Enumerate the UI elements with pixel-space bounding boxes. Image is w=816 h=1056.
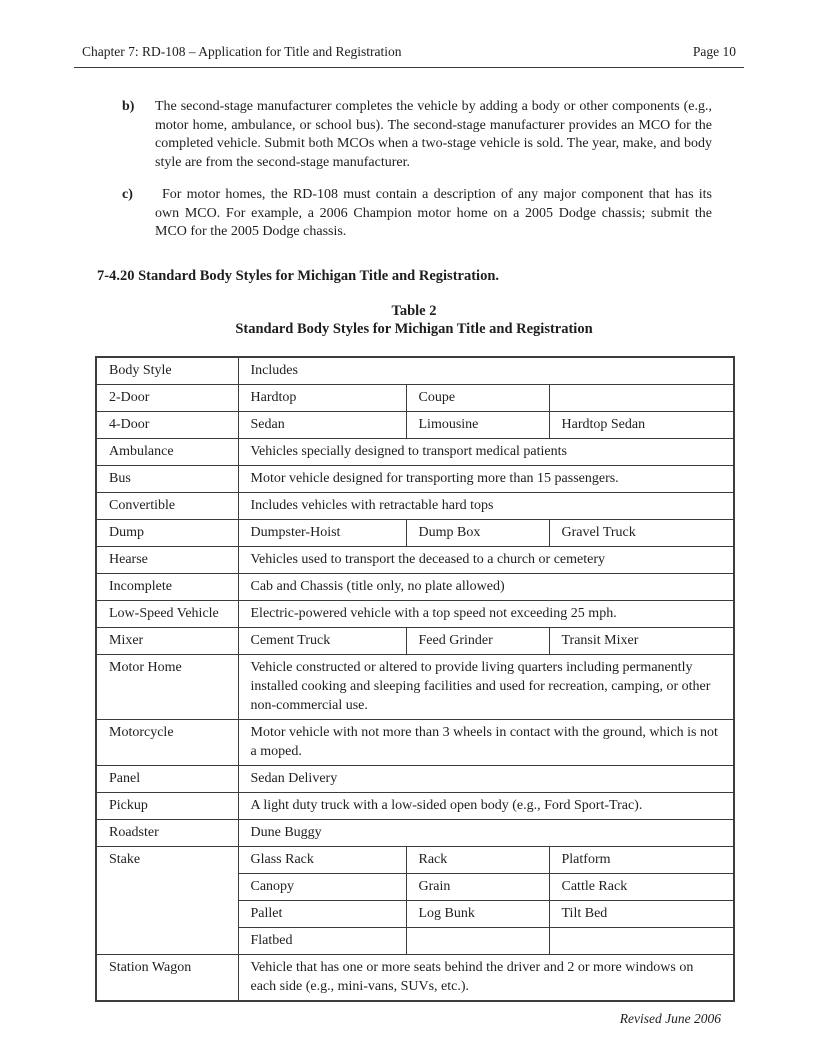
body-style-cell: Motorcycle — [96, 719, 238, 765]
table-row — [96, 846, 734, 873]
includes-cell: Rack — [406, 846, 549, 873]
table-row — [96, 954, 734, 1001]
includes-cell: Transit Mixer — [549, 627, 734, 654]
body-style-cell: Stake — [96, 846, 238, 954]
table-body — [96, 384, 734, 1001]
includes-description-cell: Vehicles used to transport the deceased to a church or cemetery — [238, 546, 734, 573]
table-row — [96, 492, 734, 519]
includes-description-cell: Dune Buggy — [238, 819, 734, 846]
table-row — [96, 465, 734, 492]
includes-cell: Tilt Bed — [549, 900, 734, 927]
includes-cell — [549, 384, 734, 411]
includes-cell: Hardtop — [238, 384, 406, 411]
table-row — [96, 411, 734, 438]
body-style-cell: Roadster — [96, 819, 238, 846]
body-style-cell: Bus — [96, 465, 238, 492]
table-row — [96, 546, 734, 573]
table-row — [96, 792, 734, 819]
includes-description-cell: Vehicle that has one or more seats behind the driver and 2 or more windows on each side (e.g., mini-vans, SUVs, etc.). — [238, 954, 734, 1001]
includes-description-cell: Electric-powered vehicle with a top speed not exceeding 25 mph. — [238, 600, 734, 627]
body-style-cell: Convertible — [96, 492, 238, 519]
body-style-cell: 2-Door — [96, 384, 238, 411]
table-row — [96, 819, 734, 846]
section-heading: 7-4.20 Standard Body Styles for Michigan Title and Registration. — [97, 267, 500, 284]
includes-cell — [549, 927, 734, 954]
includes-description-cell: Cab and Chassis (title only, no plate allowed) — [238, 573, 734, 600]
body-style-cell: Incomplete — [96, 573, 238, 600]
table-caption-line1: Table 2 — [391, 302, 437, 319]
body-style-cell: Hearse — [96, 546, 238, 573]
body-style-cell: Motor Home — [96, 654, 238, 719]
includes-description-cell: Sedan Delivery — [238, 765, 734, 792]
includes-description-cell: Motor vehicle designed for transporting more than 15 passengers. — [238, 465, 734, 492]
includes-description-cell: Includes vehicles with retractable hard tops — [238, 492, 734, 519]
table-row — [96, 384, 734, 411]
list-item-c-text: For motor homes, the RD-108 must contain a description of any major component that has its own MCO. For example, a 2006 Champion motor home on a 2005 Dodge chassis; submit the MCO for the 2005 Dodge chassis. — [155, 187, 712, 239]
includes-cell: Cattle Rack — [549, 873, 734, 900]
includes-cell: Hardtop Sedan — [549, 411, 734, 438]
includes-cell: Limousine — [406, 411, 549, 438]
running-header — [74, 44, 744, 68]
includes-cell: Feed Grinder — [406, 627, 549, 654]
table-row — [96, 573, 734, 600]
includes-cell: Dump Box — [406, 519, 549, 546]
includes-cell: Platform — [549, 846, 734, 873]
table-row — [96, 719, 734, 765]
list-item-c — [95, 186, 733, 242]
includes-cell: Log Bunk — [406, 900, 549, 927]
table-row — [96, 438, 734, 465]
table-row — [96, 654, 734, 719]
body-style-cell: Dump — [96, 519, 238, 546]
includes-cell: Sedan — [238, 411, 406, 438]
column-header-includes: Includes — [238, 357, 734, 385]
body-style-cell: 4-Door — [96, 411, 238, 438]
list-item-c-label: c) — [122, 187, 133, 202]
revision-note: Revised June 2006 — [619, 1010, 721, 1026]
page-number: Page 10 — [692, 44, 736, 59]
table-row — [96, 519, 734, 546]
includes-cell: Coupe — [406, 384, 549, 411]
table-row — [96, 627, 734, 654]
includes-cell: Canopy — [238, 873, 406, 900]
table-row — [96, 600, 734, 627]
body-style-cell: Mixer — [96, 627, 238, 654]
table-caption — [95, 302, 733, 339]
body-style-cell: Station Wagon — [96, 954, 238, 1001]
includes-cell: Flatbed — [238, 927, 406, 954]
includes-description-cell: A light duty truck with a low-sided open body (e.g., Ford Sport-Trac). — [238, 792, 734, 819]
includes-cell: Grain — [406, 873, 549, 900]
includes-cell — [406, 927, 549, 954]
list-item-b — [95, 98, 733, 172]
list-item-b-label: b) — [122, 99, 135, 114]
includes-cell: Gravel Truck — [549, 519, 734, 546]
column-header-body-style: Body Style — [96, 357, 238, 385]
body-style-cell: Panel — [96, 765, 238, 792]
includes-cell: Dumpster-Hoist — [238, 519, 406, 546]
page-content — [95, 98, 733, 1027]
includes-description-cell: Motor vehicle with not more than 3 wheels in contact with the ground, which is not a moped. — [238, 719, 734, 765]
body-style-cell: Pickup — [96, 792, 238, 819]
body-style-cell: Ambulance — [96, 438, 238, 465]
chapter-title: Chapter 7: RD-108 – Application for Title and Registration — [82, 44, 402, 59]
body-style-cell: Low-Speed Vehicle — [96, 600, 238, 627]
table-header-row — [96, 357, 734, 385]
table-caption-line2: Standard Body Styles for Michigan Title and Registration — [235, 321, 593, 337]
body-styles-table — [95, 356, 735, 1002]
includes-description-cell: Vehicles specially designed to transport medical patients — [238, 438, 734, 465]
list-item-b-text: The second-stage manufacturer completes the vehicle by adding a body or other components (e.g., motor home, ambulance, or school bus). The second-stage manufacturer provides an MCO for the completed vehicle. Submit both MCOs when a two-stage vehicle is sold. The year, make, and body style are from the second-stage manufacturer. — [155, 99, 712, 170]
includes-cell: Glass Rack — [238, 846, 406, 873]
includes-cell: Pallet — [238, 900, 406, 927]
includes-description-cell: Vehicle constructed or altered to provide living quarters including permanently installed cooking and sleeping facilities and used for recreation, camping, or other non-commercial use. — [238, 654, 734, 719]
table-row — [96, 765, 734, 792]
includes-cell: Cement Truck — [238, 627, 406, 654]
